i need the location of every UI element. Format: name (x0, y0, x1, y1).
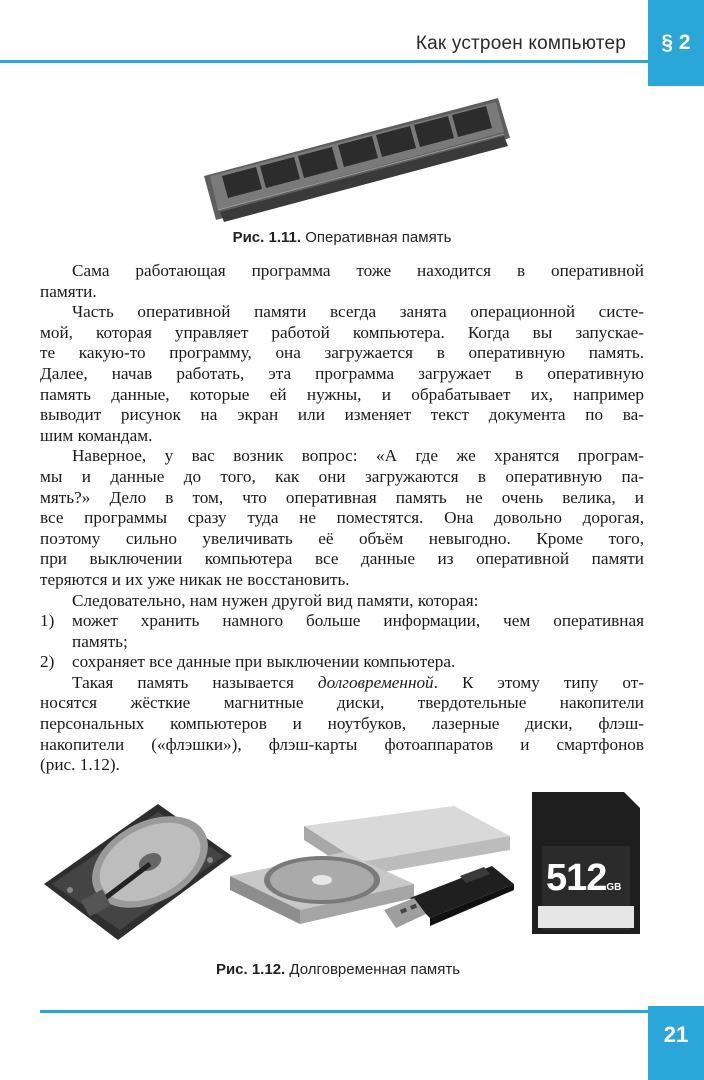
text-span: Такая память называется (72, 672, 318, 692)
text-line: теряются и их уже никак не восстановить. (40, 569, 350, 589)
text-line: носятся жёсткие магнитные диски, твердотельные накопители (40, 693, 644, 713)
figure-caption-2 (0, 961, 690, 978)
text-line: при выключении компьютера все данные из оперативной памяти (40, 549, 644, 569)
list-item (40, 652, 644, 673)
text-line: мять?» Дело в том, что оперативная память не очень велика, и (40, 487, 644, 507)
list-number: 1) (40, 611, 55, 631)
text-line: память данные, которые ей нужны, и обрабатывает их, например (40, 384, 644, 404)
text-line: все программы сразу туда не поместятся. Она довольно дорогая, (40, 508, 644, 528)
text-line: накопители («флэшки»), флэш-карты фотоаппаратов и смартфонов (40, 734, 644, 754)
list-text: сохраняет все данные при выключении компьютера. (72, 652, 456, 672)
text-line: мой, которая управляет работой компьютера. Когда вы запускае- (40, 322, 644, 342)
text-line: Часть оперативной памяти всегда занята операционной систе- (72, 302, 644, 322)
term-emphasis: долговременной (317, 672, 434, 692)
figure-label-2: Рис. 1.12. (215, 961, 286, 978)
hard-disk-image (40, 798, 236, 944)
text-line: Далее, начав работать, эта программа загружает в оперативную (40, 363, 644, 383)
section-tab: § 2 (648, 0, 704, 86)
footer-rule (40, 1010, 648, 1013)
ram-module-image (198, 92, 510, 226)
text-line: Наверное, у вас возник вопрос: «А где же хранятся програм- (72, 446, 644, 466)
text-line (40, 673, 644, 694)
text-line: те какую-то программу, она загружается в оперативную память. (40, 343, 644, 363)
list-item-continuation: память; (72, 631, 128, 651)
text-line: памяти. (40, 281, 97, 301)
text-line: выводит рисунок на экран или изменяет текст документа по ва- (40, 405, 644, 425)
page-number: 21 (648, 1006, 704, 1080)
body-text (40, 261, 644, 776)
text-line: мы и данные до того, как они загружаются в оперативную па- (40, 466, 644, 486)
header-rule (0, 60, 648, 63)
figure-caption-text-2: Долговременная память (289, 961, 461, 978)
sd-unit: GB (606, 882, 622, 893)
text-line: Следовательно, нам нужен другой вид памяти, которая: (72, 590, 479, 610)
sd-capacity: 512 (546, 857, 607, 899)
list-number: 2) (40, 652, 55, 672)
text-line: шим командам. (40, 425, 153, 445)
text-line: персональных компьютеров и ноутбуков, лазерные диски, флэш- (40, 714, 644, 734)
text-span: . К этому типу от- (433, 672, 644, 692)
figure-caption-1 (0, 229, 694, 246)
figure-label-1: Рис. 1.11. (232, 229, 302, 246)
sd-card-image (528, 788, 644, 938)
list-item (40, 611, 644, 632)
text-line: поэтому сильно увеличивать её объём невыгодно. Кроме того, (40, 528, 644, 548)
figure-caption-text-1: Оперативная память (305, 229, 452, 246)
text-line: Сама работающая программа тоже находится в оперативной (72, 261, 644, 280)
text-line: (рис. 1.12). (40, 755, 120, 775)
running-header-title: Как устроен компьютер (415, 33, 626, 54)
list-text: может хранить намного больше информации, чем оперативная (72, 611, 644, 631)
